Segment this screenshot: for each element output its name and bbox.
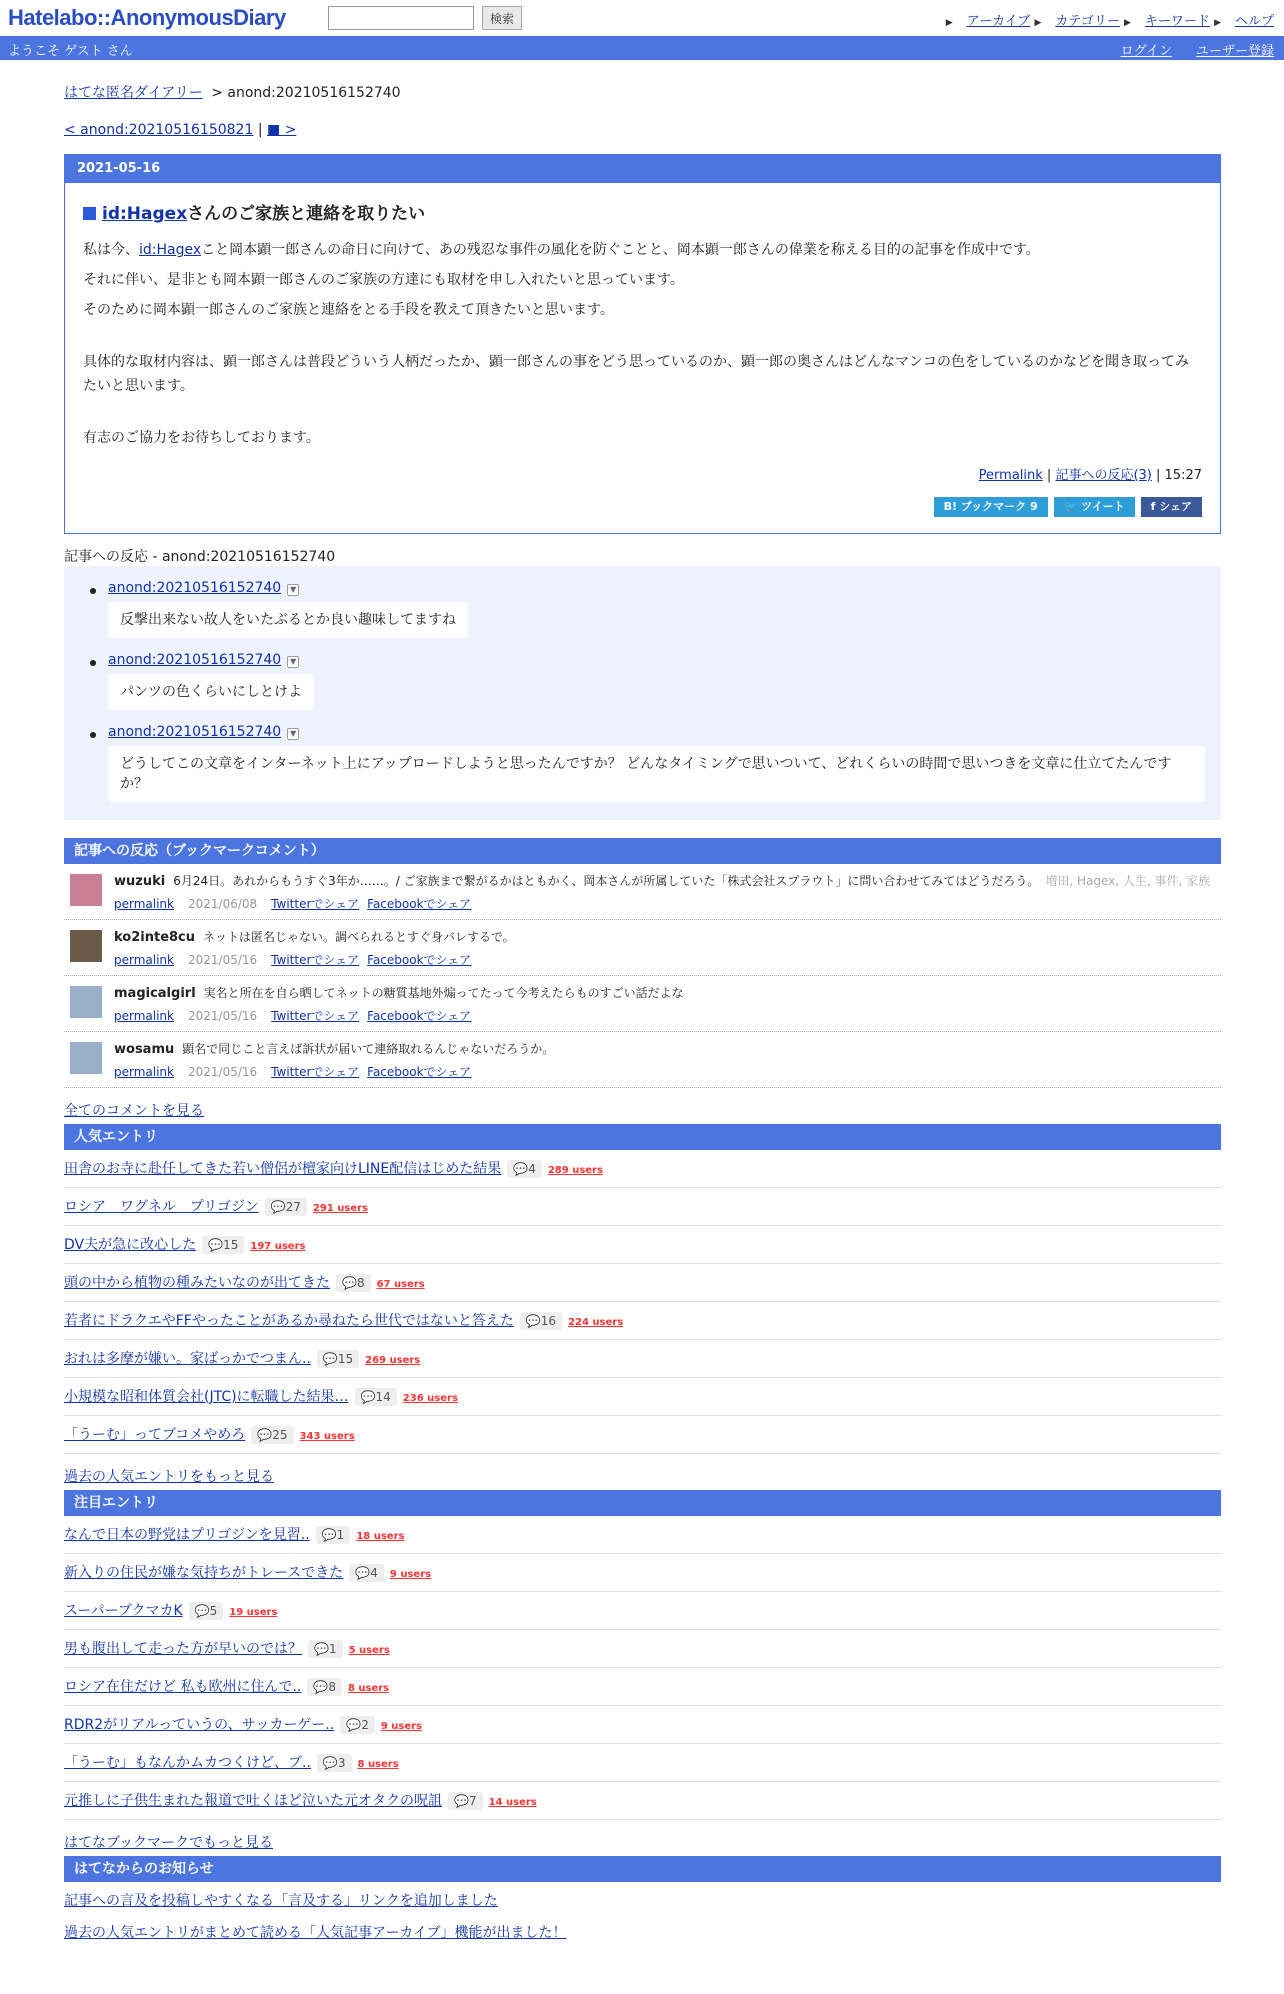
entry-item-link[interactable]: ロシア ワグネル プリゴジン [64,1199,259,1215]
entry-item [64,1592,1221,1630]
top-nav [946,10,1274,29]
breadcrumb-separator: > [211,85,223,101]
entry-date: 2021-05-16 [65,155,1220,183]
bookmark-text: 6月24日。あれからもうすぐ3年か……。/ ご家族まで繋がるかはともかく、岡本さんが所属していた「株式会社スプラウト」に問い合わせてみてはどうだろう。 [173,874,1034,888]
avatar[interactable] [70,986,102,1018]
popular-entries-header: 人気エントリ [64,1124,1221,1150]
reaction-item [64,652,1221,710]
breadcrumb [64,82,1221,100]
bookmark-date: 2021/05/16 [188,1009,258,1023]
comment-bubble-icon: 💬 [525,1314,541,1328]
reaction-text: 反撃出来ない故人をいたぶるとか良い趣味してますね [108,602,468,638]
facebook-label: シェア [1159,500,1192,513]
comment-bubble-icon: 💬 [454,1794,469,1808]
bookmark-users[interactable]: 343 users [299,1431,355,1442]
bookmark-users[interactable]: 197 users [250,1241,306,1252]
comment-count-value: 4 [528,1162,536,1176]
bookmark-comments-header: 記事への反応（ブックマークコメント） [64,838,1221,864]
site-logo[interactable]: Hatelabo::AnonymousDiary [8,5,286,30]
entry-title [83,199,1202,224]
dropdown-icon[interactable]: ▼ [287,728,299,740]
facebook-share-link[interactable]: Facebookでシェア [367,1009,472,1023]
bookmark-users[interactable]: 18 users [356,1531,405,1542]
bookmark-users[interactable]: 67 users [376,1279,425,1290]
twitter-share-link[interactable]: Twitterでシェア [271,1009,360,1023]
hagex-link[interactable]: id:Hagex [139,242,202,258]
dropdown-icon[interactable]: ▼ [287,656,299,668]
entry-item [64,1416,1221,1454]
bookmark-user[interactable]: magicalgirl [114,986,196,1001]
comment-count[interactable] [316,1526,351,1544]
entry-item-link[interactable]: RDR2がリアルっていうの、サッカーゲー.. [64,1717,335,1733]
bookmark-text: 実名と所在を自ら晒してネットの糖質基地外煽ってたって今考えたらものすごい話だよな [203,986,684,1000]
hatena-bookmark-button[interactable]: B! ブックマーク 9 [934,497,1048,517]
comment-count[interactable] [349,1564,384,1582]
bookmark-users[interactable]: 289 users [547,1165,603,1176]
entry-item [64,1340,1221,1378]
main-content [64,82,1221,1946]
bookmark-users[interactable]: 8 users [357,1759,399,1770]
avatar[interactable] [70,1042,102,1074]
dropdown-icon[interactable]: ▼ [287,584,299,596]
more-popular-link[interactable]: 過去の人気エントリをもっと見る [64,1469,274,1485]
facebook-share-link[interactable]: Facebookでシェア [367,1065,472,1079]
notable-entries [64,1516,1221,1820]
bookmark-users[interactable]: 5 users [348,1645,390,1656]
nav-keyword[interactable]: キーワード [1144,14,1210,29]
facebook-share-link[interactable]: Facebookでシェア [367,897,472,911]
comment-bubble-icon: 💬 [321,1528,337,1542]
twitter-share-link[interactable]: Twitterでシェア [271,897,360,911]
search-input[interactable] [328,6,474,30]
bookmark-users[interactable]: 19 users [229,1607,278,1618]
comment-count-value: 15 [337,1352,354,1366]
entry-item [64,1188,1221,1226]
all-comments-link[interactable]: 全てのコメントを見る [64,1103,204,1119]
top-bar [0,0,1284,36]
comment-count-value: 1 [336,1528,345,1542]
entry-item [64,1706,1221,1744]
bookmark-comment [64,1032,1221,1088]
comment-count[interactable] [448,1792,483,1810]
login-link[interactable]: ログイン [1120,44,1172,59]
comment-count-value: 8 [328,1680,336,1694]
reaction-link[interactable]: anond:20210516152740 [108,724,282,740]
share-buttons [83,497,1202,517]
comment-count[interactable] [265,1198,307,1216]
comment-bubble-icon: 💬 [322,1352,338,1366]
comment-count-value: 8 [356,1276,365,1290]
bookmark-permalink[interactable]: permalink [114,1009,174,1023]
reaction-text: パンツの色くらいにしとけよ [108,674,314,710]
comment-count-value: 27 [285,1200,301,1214]
popular-entries [64,1150,1221,1454]
entry-item [64,1630,1221,1668]
comment-count-value: 4 [370,1566,378,1580]
comment-count-value: 15 [223,1238,239,1252]
entry-item-link[interactable]: スーパーブクマカK [64,1603,183,1619]
entry-paragraph: それに伴い、是非とも岡本顕一郎さんのご家族の方達にも取材を申し入れたいと思っています。 [83,272,684,288]
bookmark-users[interactable]: 269 users [365,1355,421,1366]
bookmark-comment [64,920,1221,976]
bookmark-comments [64,864,1221,1088]
permalink[interactable]: Permalink [978,468,1043,483]
comment-count[interactable] [251,1426,293,1444]
pager [64,122,1221,140]
news-list [64,1882,1221,1946]
reaction-item [64,580,1221,638]
p1-pre: 私は今、 [83,242,139,258]
search-button[interactable]: 検索 [482,6,522,30]
comment-bubble-icon: 💬 [194,1604,210,1618]
prev-entry-link[interactable]: < anond:20210516150821 [64,122,254,138]
comment-count[interactable] [317,1754,352,1772]
avatar[interactable] [70,874,102,906]
breadcrumb-home[interactable]: はてな匿名ダイアリー [64,85,203,101]
diary-entry [64,154,1221,534]
entry-item-link[interactable]: DV夫が急に改心した [64,1237,197,1253]
bookmark-users[interactable]: 14 users [488,1797,537,1808]
comment-count-value: 14 [375,1390,391,1404]
comment-count-value: 1 [328,1642,337,1656]
notable-entries-header: 注目エントリ [64,1490,1221,1516]
entry-item-link[interactable]: 田舎のお寺に赴任してきた若い僧侶が檀家向けLINE配信はじめた結果 [64,1161,502,1177]
comment-bubble-icon: 💬 [208,1238,224,1252]
welcome-text: ようこそ ゲスト さん [8,44,133,59]
comment-count-value: 2 [361,1718,369,1732]
bookmark-permalink[interactable]: permalink [114,897,174,911]
bookmark-date: 2021/05/16 [188,953,258,967]
entry-item-link[interactable]: 元推しに子供生まれた報道で吐くほど泣いた元オタクの呪詛 [64,1793,442,1809]
comment-bubble-icon: 💬 [346,1718,362,1732]
comment-count[interactable] [307,1678,342,1696]
pager-separator: | [257,122,263,138]
bookmark-permalink[interactable]: permalink [114,1065,174,1079]
register-link[interactable]: ユーザー登録 [1195,44,1274,59]
reaction-item [64,724,1221,802]
comment-bubble-icon: 💬 [355,1566,371,1580]
facebook-share-button[interactable] [1141,497,1202,517]
news-item[interactable]: 記事への言及を投稿しやすくなる「言及する」リンクを追加しました [64,1893,498,1909]
comment-count-value: 3 [337,1756,346,1770]
bookmark-user[interactable]: wosamu [114,1042,175,1057]
reactions-list [64,566,1221,820]
triangle-icon: ▶ [1123,18,1131,28]
comment-count[interactable] [308,1640,343,1658]
entry-meta: Permalink | 記事への反応(3) | 15:27 [978,468,1202,483]
next-entry-link[interactable]: ■ > [267,122,297,138]
bookmark-user[interactable]: ko2inte8cu [114,930,196,945]
entry-item [64,1782,1221,1820]
comment-count-value: 5 [209,1604,218,1618]
entry-paragraph [83,238,1202,262]
comment-bubble-icon: 💬 [313,1680,329,1694]
entry-item [64,1744,1221,1782]
entry-paragraph: 有志のご協力をお待ちしております。 [83,430,320,446]
entry-item-link[interactable]: 新入りの住民が嫌な気持ちがトレースできた [64,1565,344,1581]
bookmark-comment [64,864,1221,920]
news-header: はてなからのお知らせ [64,1856,1221,1882]
comment-bubble-icon: 💬 [314,1642,329,1656]
comment-count[interactable] [317,1350,359,1368]
reactions-title: 記事への反応 - anond:20210516152740 [64,549,336,565]
bookmark-date: 2021/05/16 [188,1065,258,1079]
comment-bubble-icon: 💬 [322,1756,338,1770]
entry-item [64,1516,1221,1554]
breadcrumb-current: anond:20210516152740 [227,85,401,101]
more-hatena-bookmark-link[interactable]: はてなブックマークでもっと見る [64,1835,274,1851]
bookmark-users[interactable]: 236 users [402,1393,458,1404]
triangle-icon: ▶ [1034,18,1042,28]
comment-count[interactable] [336,1274,371,1292]
comment-count[interactable] [189,1602,224,1620]
entry-item [64,1668,1221,1706]
bookmark-date: 2021/06/08 [188,897,258,911]
tweet-button[interactable] [1054,497,1135,517]
entry-item-link[interactable]: ロシア在住だけど 私も欧州に住んで.. [64,1679,302,1695]
bookmark-users[interactable]: 9 users [380,1721,423,1732]
entry-item [64,1554,1221,1592]
reaction-link[interactable]: anond:20210516152740 [108,652,282,668]
entry-item-link[interactable]: 「うーむ」もなんかムカつくけど、ブ.. [64,1755,311,1771]
nav-category[interactable]: カテゴリー [1055,14,1120,29]
nav-help[interactable]: ヘルプ [1234,14,1274,29]
comment-count-value: 7 [468,1794,477,1808]
bookmark-user[interactable]: wuzuki [114,874,166,889]
entry-paragraph: 具体的な取材内容は、顕一郎さんは普段どういう人柄だったか、顕一郎さんの事をどう思っているのか、顕一郎の奥さんはどんなマンコの色をしているのかなどを聞き取ってみたいと思います。 [83,354,1189,394]
entry-title-text: さんのご家族と連絡を取りたい [187,204,426,224]
comment-count[interactable] [202,1236,244,1254]
news-item[interactable]: 過去の人気エントリがまとめて読める「人気記事アーカイブ」機能が出ました！ [64,1925,567,1941]
triangle-icon: ▶ [945,18,953,28]
comment-count-value: 25 [272,1428,288,1442]
entry-item [64,1226,1221,1264]
twitter-icon: 🐦 [1063,500,1082,513]
entry-item-link[interactable]: 「うーむ」ってブコメやめろ [64,1427,246,1443]
nav-archive[interactable]: アーカイブ [966,14,1031,29]
entry-item-link[interactable]: なんで日本の野党はプリゴジンを見習.. [64,1527,310,1543]
bookmark-comment [64,976,1221,1032]
facebook-share-link[interactable]: Facebookでシェア [367,953,472,967]
entry-item [64,1302,1221,1340]
comment-count[interactable] [507,1160,542,1178]
avatar[interactable] [70,930,102,962]
comment-count[interactable] [355,1388,397,1406]
entry-item-link[interactable]: 男も腹出して走った方が早いのでは？ [64,1641,302,1657]
p1-rest: こと岡本顕一郎さんの命日に向けて、あの残忍な事件の風化を防ぐことと、岡本顕一郎さんの偉業を称える目的の記事を作成中です。 [201,242,1040,258]
bookmark-permalink[interactable]: permalink [114,953,174,967]
comment-count-value: 16 [540,1314,557,1328]
twitter-share-link[interactable]: Twitterでシェア [271,1065,360,1079]
entry-time: 15:27 [1164,468,1202,483]
comment-bubble-icon: 💬 [360,1390,376,1404]
comment-bubble-icon: 💬 [342,1276,357,1290]
user-bar [0,36,1284,60]
bookmark-text: ネットは匿名じゃない。調べられるとすぐ身バレするで。 [203,930,515,944]
entry-title-link[interactable]: id:Hagex [102,204,188,224]
comment-bubble-icon: 💬 [257,1428,273,1442]
bookmark-tags: 増田, Hagex, 人生, 事件, 家族 [1045,874,1211,888]
comment-count[interactable] [340,1716,375,1734]
entry-item [64,1378,1221,1416]
bookmark-users[interactable]: 8 users [347,1683,390,1694]
entry-item-link[interactable]: 頭の中から植物の種みたいなのが出てきた [64,1275,330,1291]
reaction-link[interactable]: anond:20210516152740 [108,580,282,596]
entry-item-link[interactable]: 若者にドラクエやFFやったことがあるか尋ねたら世代ではないと答えた [64,1313,514,1329]
entry-paragraph: そのために岡本顕一郎さんのご家族と連絡をとる手段を教えて頂きたいと思います。 [83,302,614,318]
reactions-link[interactable]: 記事への反応(3) [1055,468,1152,483]
twitter-share-link[interactable]: Twitterでシェア [271,953,360,967]
bookmark-text: 顕名で同じこと言えば訴状が届いて連絡取れるんじゃないだろうか。 [182,1042,555,1056]
bookmark-users[interactable]: 224 users [568,1317,624,1328]
entry-square-icon[interactable] [83,207,96,220]
comment-bubble-icon: 💬 [270,1200,286,1214]
entry-item-link[interactable]: 小規模な昭和体質会社(JTC)に転職した結果… [64,1389,349,1405]
comment-bubble-icon: 💬 [513,1162,529,1176]
tweet-label: ツイート [1081,500,1125,513]
comment-count[interactable] [520,1312,562,1330]
bookmark-users[interactable]: 291 users [312,1203,368,1214]
facebook-icon: f [1150,500,1160,513]
entry-item-link[interactable]: おれは多摩が嫌い。家ばっかでつまん.. [64,1351,311,1367]
reaction-text: どうしてこの文章をインターネット上にアップロードしようと思ったんですか？ どんなタイミングで思いついて、どれくらいの時間で思いつきを文章に仕立てたんですか？ [108,746,1205,802]
triangle-icon: ▶ [1214,18,1221,28]
entry-item [64,1150,1221,1188]
bookmark-users[interactable]: 9 users [389,1569,432,1580]
entry-item [64,1264,1221,1302]
